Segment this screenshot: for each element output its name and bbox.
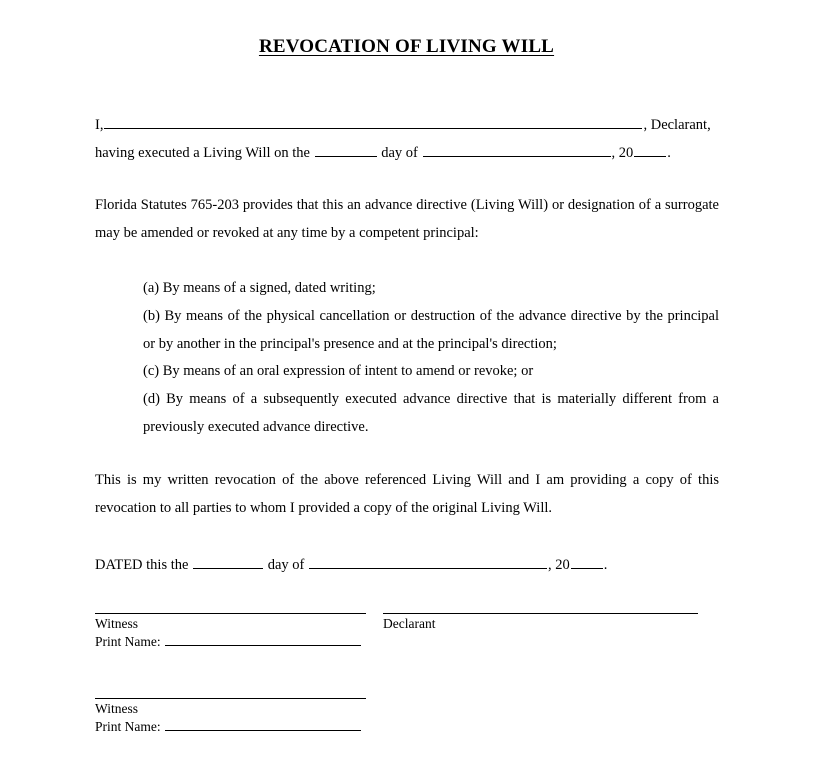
witness2-label: Witness xyxy=(95,701,138,716)
dated-day-of-text: day of xyxy=(267,557,305,573)
declarant-name-blank[interactable] xyxy=(104,115,642,129)
dated-line xyxy=(95,555,607,574)
executed-year-prefix: , 20 xyxy=(611,145,634,161)
dated-year-prefix: , 20 xyxy=(547,557,570,573)
executed-period: . xyxy=(667,145,671,161)
dated-period: . xyxy=(603,557,608,573)
revocation-paragraph: This is my written revocation of the above referenced Living Will and I am providing a copy of this revocation to all parties to whom I provided a copy of the original Living Will. xyxy=(95,472,719,516)
statute-paragraph: Florida Statutes 765-203 provides that this an advance directive (Living Will) or designation of a surrogate may be amended or revoked at any time by a competent principal: xyxy=(95,197,719,241)
executed-line xyxy=(95,143,671,162)
executed-day-of-text: day of xyxy=(381,145,418,161)
witness2-signature-line[interactable] xyxy=(95,698,366,699)
declarant-label: Declarant xyxy=(383,616,436,631)
means-item-b: (b) By means of the physical cancellation or destruction of the advance directive by the principal or by another in the principal's presence and at the principal's direction; xyxy=(143,308,719,352)
executed-day-blank[interactable] xyxy=(315,143,377,157)
witness1-print-label: Print Name: xyxy=(95,634,161,649)
witness1-signature-line[interactable] xyxy=(95,613,366,614)
document-title: REVOCATION OF LIVING WILL xyxy=(258,36,555,57)
executed-month-blank[interactable] xyxy=(423,143,611,157)
witness2-print-label: Print Name: xyxy=(95,719,161,734)
witness2-print-name xyxy=(95,718,362,735)
witness1-label: Witness xyxy=(95,616,138,631)
dated-year-blank[interactable] xyxy=(571,555,603,569)
declarant-line xyxy=(95,115,711,134)
witness2-print-blank[interactable] xyxy=(165,718,361,731)
declarant-signature-line[interactable] xyxy=(383,613,698,614)
means-item-a: (a) By means of a signed, dated writing; xyxy=(143,280,376,296)
declarant-prefix: I, xyxy=(95,117,104,133)
dated-text: DATED this the xyxy=(95,557,189,573)
witness1-print-blank[interactable] xyxy=(165,633,361,646)
dated-day-blank[interactable] xyxy=(193,555,263,569)
executed-year-blank[interactable] xyxy=(634,143,666,157)
witness1-print-name xyxy=(95,633,362,650)
dated-month-blank[interactable] xyxy=(309,555,547,569)
executed-text: having executed a Living Will on the xyxy=(95,145,310,161)
means-item-d: (d) By means of a subsequently executed advance directive that is materially different from a previously executed advance directive. xyxy=(143,391,719,435)
declarant-suffix: , Declarant, xyxy=(643,117,711,133)
means-item-c: (c) By means of an oral expression of intent to amend or revoke; or xyxy=(143,363,534,379)
